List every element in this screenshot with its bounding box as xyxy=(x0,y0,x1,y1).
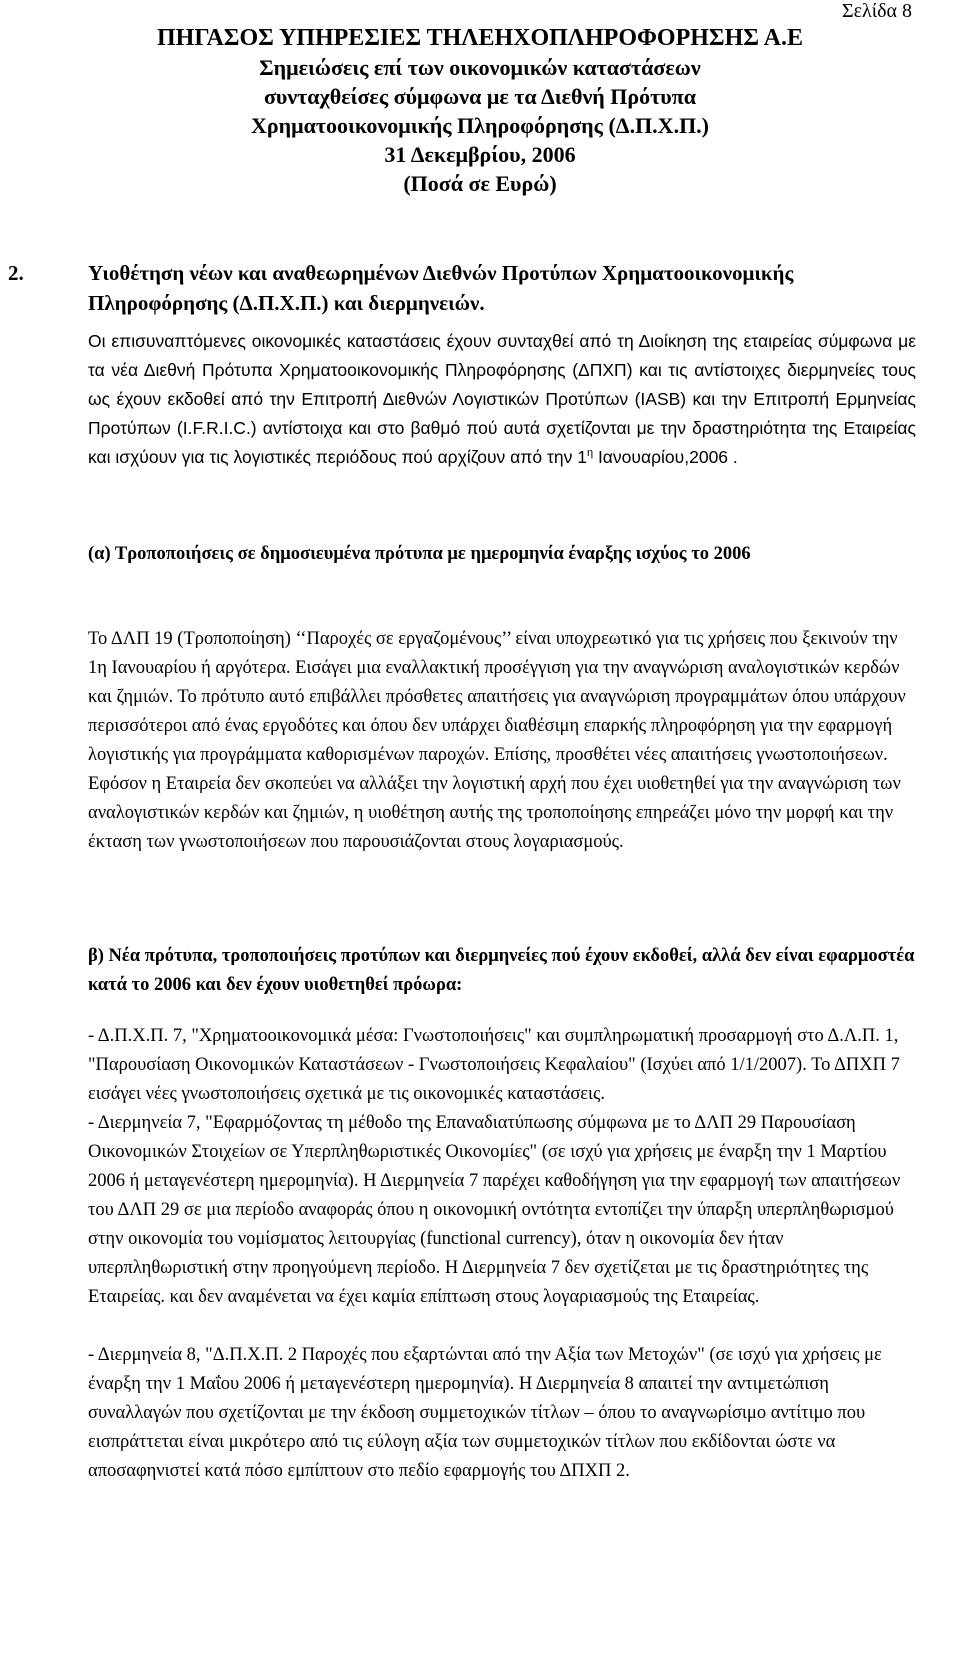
header-line-2: συνταχθείσες σύμφωνα με τα Διεθνή Πρότυπα xyxy=(263,84,697,109)
subsection-a-body: Το ΔΛΠ 19 (Τροποποίηση) ‘‘Παροχές σε εργαζομένους’’ είναι υποχρεωτικό για τις χρήσεις που ξεκινούν την 1η Ιανουαρίου ή αργότερα. Εισάγει μια εναλλακτική προσέγγιση για την αναγνώριση αναλογιστικών κερδών και ζημιών. Το πρότυπο αυτό επιβάλλει πρόσθετες απαιτήσεις για αναγνώριση προγραμμάτων όπου υπάρχουν περισσότεροι από ένας εργοδότες και όπου δεν υπάρχει διαθέσιμη επαρκής πληροφόρηση για την εφαρμογή λογιστικής για προγράμματα καθορισμένων παροχών. Επίσης, προσθέτει νέες απαιτήσεις γνωστοποιήσεων. Εφόσον η Εταιρεία δεν σκοπεύει να αλλάξει την λογιστική αρχή που έχει υιοθετηθεί για την αναγνώριση των αναλογιστικών κερδών και ζημιών, η υιοθέτηση αυτής της τροποποίησης επηρεάζει μόνο την μορφή και την έκταση των γνωστοποιήσεων που παρουσιάζονται στους λογαριασμούς. xyxy=(88,629,906,852)
page-number: Σελίδα 8 xyxy=(841,0,912,22)
intro-text: Οι επισυναπτόμενες οικονομικές καταστάσεις έχουν συνταχθεί από τη Διοίκηση της εταιρείας σύμφωνα με τα νέα Διεθνή Πρότυπα Χρηματοοικονομικής Πληροφόρησης (ΔΠΧΠ) και τις αντίστοιχες διερμηνείες τους ως έχουν εκδοθεί από την Επιτροπή Διεθνών Λογιστικών Προτύπων (IASB) και την Επιτροπή Ερμηνείας Προτύπων (I.F.R.I.C.) αντίστοιχα και στο βαθμό πού αυτά σχετίζονται με την δραστηριότητα της Εταιρείας και ισχύουν για τις λογιστικές περιόδους πού αρχίζουν από την 1 xyxy=(88,331,916,467)
list-item: - Δ.Π.Χ.Π. 7, "Χρηματοοικονομικά μέσα: Γνωστοποιήσεις" και συμπληρωματική προσαρμογή στο Δ.Λ.Π. 1, "Παρουσίαση Οικονομικών Καταστάσεων - Γνωστοποιήσεις Κεφαλαίου" (Ισχύει από 1/1/2007). Το ΔΠΧΠ 7 εισάγει νέες γνωστοποιήσεις σχετικά με τις οικονομικές καταστάσεις. xyxy=(88,1026,900,1104)
header-line-3: Χρηματοοικονομικής Πληροφόρησης (Δ.Π.Χ.Π.) xyxy=(250,113,710,138)
header-line-1: Σημειώσεις επί των οικονομικών καταστάσεων xyxy=(259,55,701,80)
list-item: - Διερμηνεία 7, "Εφαρμόζοντας τη μέθοδο της Επαναδιατύπωσης σύμφωνα με το ΔΛΠ 29 Παρουσίαση Οικονομικών Στοιχείων σε Υπερπληθωριστικές Οικονομίες" (σε ισχύ για χρήσεις με έναρξη την 1 Μαρτίου 2006 ή μεταγενέστερη ημερομηνία). Η Διερμηνεία 7 παρέχει καθοδήγηση για την εφαρμογή των απαιτήσεων του ΔΛΠ 29 σε μια περίοδο αναφοράς όπου η οικονομική οντότητα εντοπίζει την ύπαρξη υπερπληθωρισμού στην οικονομία του νομίσματος λειτουργίας (functional currency), όταν η οικονομία δεν ήταν υπερπληθωριστική στην προηγούμενη περίοδο. Η Διερμηνεία 7 δεν σχετίζεται με τις δραστηριότητες της Εταιρείας. και δεν αναμένεται να έχει καμία επίπτωση στους λογαριασμούς της Εταιρείας. xyxy=(88,1113,901,1307)
subsection-b-list xyxy=(88,1022,916,1486)
intro-paragraph xyxy=(88,327,916,472)
header-date: 31 Δεκεμβρίου, 2006 xyxy=(384,142,576,167)
section-title: Υιοθέτηση νέων και αναθεωρημένων Διεθνών Προτύπων Χρηματοοικονομικής Πληροφόρησης (Δ.Π.Χ.Π.) και διερμηνειών. xyxy=(88,261,794,315)
section-number: 2. xyxy=(8,261,24,285)
document-header xyxy=(0,24,960,198)
company-name: ΠΗΓΑΣΟΣ ΥΠΗΡΕΣΙΕΣ ΤΗΛΕΗΧΟΠΛΗΡΟΦΟΡΗΣΗΣ Α.Ε xyxy=(157,25,803,51)
intro-text-end: Ιανουαρίου,2006 . xyxy=(593,447,738,467)
subsection-a-heading: (α) Τροποποιήσεις σε δημοσιευμένα πρότυπα με ημερομηνία έναρξης ισχύος το 2006 xyxy=(88,544,751,564)
subsection-b-heading: β) Νέα πρότυπα, τροποποιήσεις προτύπων και διερμηνείες πού έχουν εκδοθεί, αλλά δεν είναι εφαρμοστέα κατά το 2006 και δεν έχουν υιοθετηθεί πρόωρα: xyxy=(88,946,915,995)
intro-superscript: η xyxy=(586,447,594,460)
list-item: - Διερμηνεία 8, "Δ.Π.Χ.Π. 2 Παροχές που εξαρτώνται από την Αξία των Μετοχών" (σε ισχύ για χρήσεις με έναρξη την 1 Μαΐου 2006 ή μεταγενέστερη ημερομηνία). Η Διερμηνεία 8 απαιτεί την αντιμετώπιση συναλλαγών που σχετίζονται με την έκδοση συμμετοχικών τίτλων – όπου το αναγνωρίσιμο αντίτιμο που εισπράττεται είναι μικρότερο από τις εύλογη αξία των συμμετοχικών τίτλων που εκδίδονται ώστε να αποσαφηνιστεί κατά πόσο εμπίπτουν στο πεδίο εφαρμογής του ΔΠΧΠ 2. xyxy=(88,1345,882,1481)
header-currency: (Ποσά σε Ευρώ) xyxy=(403,171,557,196)
section-heading xyxy=(8,258,916,318)
